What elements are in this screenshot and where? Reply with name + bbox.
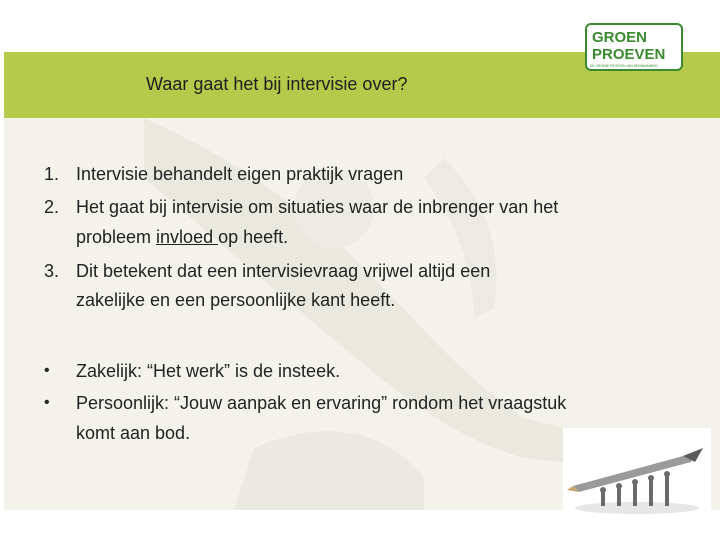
list-number: 3. — [44, 261, 60, 281]
svg-text:PROEVEN: PROEVEN — [592, 46, 666, 63]
svg-text:GROEN: GROEN — [592, 29, 648, 46]
list-text: Intervisie behandelt eigen praktijk vragen — [76, 164, 404, 184]
bullet-text-line2: komt aan bod. — [76, 423, 191, 443]
list-text: Het gaat bij intervisie om situaties waar de inbrenger van het — [76, 197, 559, 217]
people-carrying-pencil-image — [563, 428, 711, 518]
bullet-icon: • — [44, 362, 50, 379]
list-text-line2: zakelijke en een persoonlijke kant heeft. — [76, 290, 396, 310]
svg-text:DE GROENE PROEVEN VAN BEKWAAMH: DE GROENE PROEVEN VAN BEKWAAMHEID — [590, 64, 658, 68]
list-number: 2. — [44, 197, 60, 217]
list-number: 1. — [44, 164, 60, 184]
list-text: Dit betekent dat een intervisievraag vrijwel altijd een — [76, 261, 491, 281]
bullet-text: Persoonlijk: “Jouw aanpak en ervaring” rondom het vraagstuk — [76, 393, 567, 413]
slide-title: Waar gaat het bij intervisie over? — [146, 74, 408, 94]
text-fragment: op heeft. — [218, 227, 289, 247]
underlined-word: invloed — [156, 227, 219, 247]
bullet-icon: • — [44, 394, 50, 411]
groen-proeven-logo — [584, 22, 684, 72]
text-fragment: probleem — [76, 227, 157, 247]
bullet-text: Zakelijk: “Het werk” is de insteek. — [76, 361, 341, 381]
list-text-line2 — [76, 227, 288, 248]
